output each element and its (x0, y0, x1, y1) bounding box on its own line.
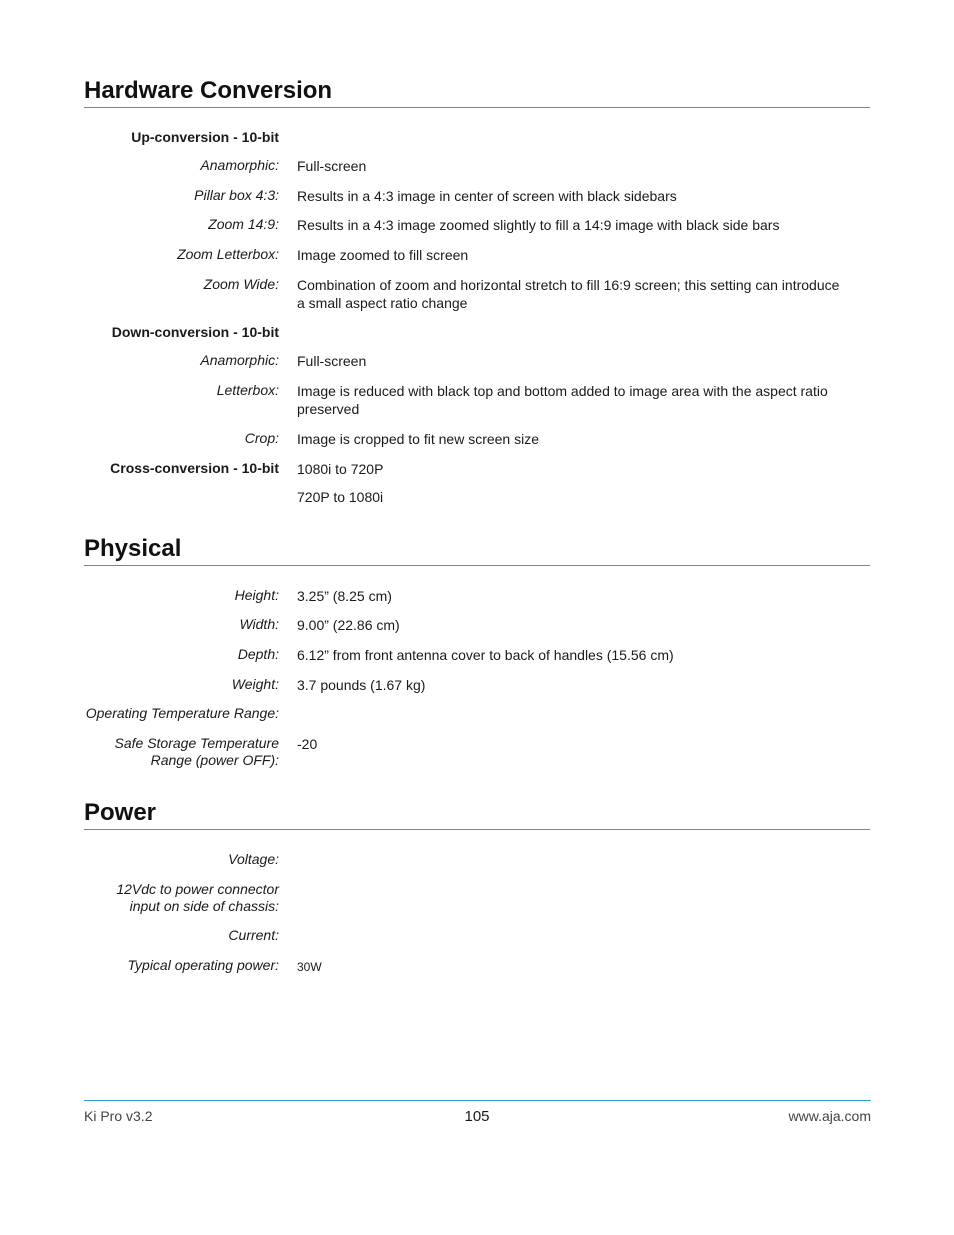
spec-value: Image zoomed to fill screen (297, 247, 469, 263)
spec-value: 3.7 pounds (1.67 kg) (297, 677, 426, 693)
spec-value: -20 (297, 736, 318, 752)
spec-value: Full-screen (297, 158, 367, 174)
footer-website: www.aja.com (788, 1108, 871, 1124)
spec-value: 30W (297, 960, 322, 974)
spec-value (297, 382, 872, 418)
spec-label: Anamorphic: (200, 157, 279, 173)
spec-label-line: Safe Storage Temperature (114, 735, 279, 751)
down-conversion-heading: Down-conversion - 10-bit (111, 324, 279, 340)
spec-label: Width: (239, 616, 279, 632)
section-title-physical: Physical (84, 535, 870, 566)
spec-value: Results in a 4:3 image zoomed slightly to fill a 14:9 image with black side bars (297, 217, 780, 233)
section-title-hardware-conversion: Hardware Conversion (84, 77, 870, 108)
spec-label: Current: (228, 927, 279, 943)
spec-value (297, 276, 872, 312)
cross-conversion-heading: Cross-conversion - 10-bit (110, 460, 279, 476)
spec-label: Zoom Letterbox: (177, 246, 279, 262)
spec-label: Operating Temperature Range: (85, 705, 279, 721)
spec-label: Letterbox: (216, 382, 279, 398)
spec-value-line: Image is reduced with black top and bottom added to image area with the aspect ratio (297, 383, 828, 399)
spec-label: Weight: (231, 676, 279, 692)
spec-label: Zoom 14:9: (208, 216, 279, 232)
spec-value-line: a small aspect ratio change (297, 295, 468, 311)
footer-rule (84, 1100, 871, 1101)
spec-label: Anamorphic: (200, 352, 279, 368)
spec-label: Pillar box 4:3: (194, 187, 279, 203)
spec-label: Zoom Wide: (203, 276, 279, 292)
spec-value-line: preserved (297, 401, 360, 417)
spec-value: 9.00” (22.86 cm) (297, 617, 400, 633)
spec-value: Results in a 4:3 image in center of screen with black sidebars (297, 188, 677, 204)
spec-label (115, 735, 279, 769)
spec-label-line: input on side of chassis: (129, 898, 279, 914)
spec-label: Typical operating power: (127, 957, 279, 973)
spec-value: 1080i to 720P (297, 461, 384, 477)
spec-label (116, 881, 279, 915)
spec-label: Height: (234, 587, 279, 603)
spec-label: Depth: (237, 646, 279, 662)
spec-value: 6.12” from front antenna cover to back of handles (15.56 cm) (297, 647, 674, 663)
spec-label-line: Range (power OFF): (150, 752, 279, 768)
up-conversion-heading: Up-conversion - 10-bit (131, 129, 279, 145)
spec-label: Crop: (244, 430, 279, 446)
footer-product-version: Ki Pro v3.2 (84, 1108, 153, 1124)
page-number: 105 (464, 1108, 490, 1125)
spec-value: Full-screen (297, 353, 367, 369)
spec-value: Image is cropped to fit new screen size (297, 431, 540, 447)
spec-value-line: Combination of zoom and horizontal stretch to fill 16:9 screen; this setting can introduce (297, 277, 840, 293)
section-title-power: Power (84, 799, 870, 830)
spec-label-line: 12Vdc to power connector (116, 881, 279, 897)
spec-label: Voltage: (228, 851, 279, 867)
spec-value: 720P to 1080i (297, 489, 384, 505)
spec-value: 3.25” (8.25 cm) (297, 588, 392, 604)
